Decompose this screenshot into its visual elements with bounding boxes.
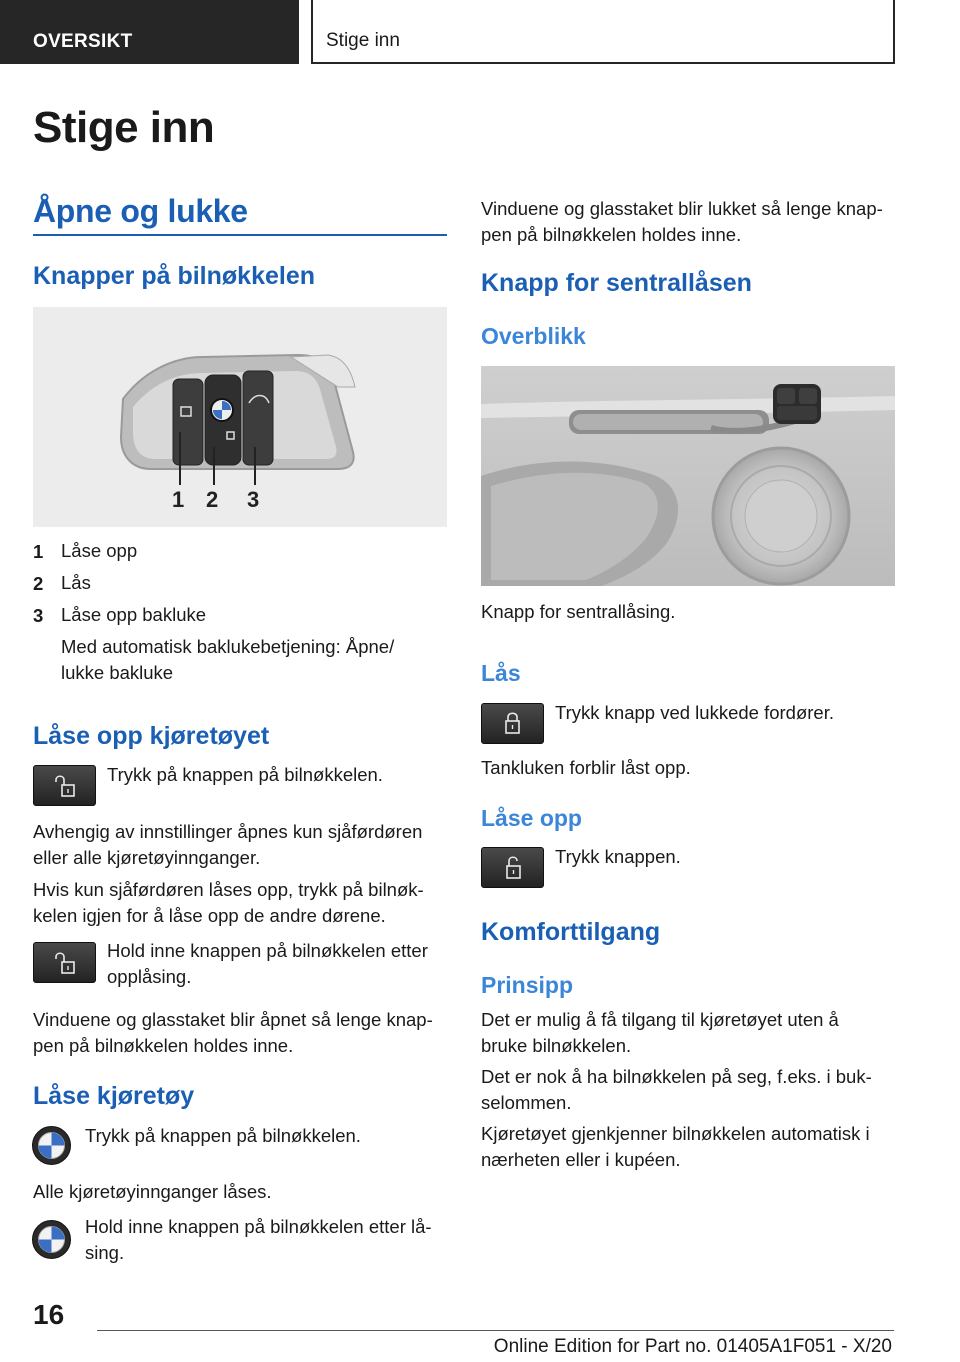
lock-text: Trykk knapp ved lukkede fordører. (555, 702, 834, 723)
legend-text-3: Låse opp bakluke (61, 604, 207, 625)
unlock-text: Trykk knappen. (555, 846, 681, 867)
comfort-access-heading: Komforttilgang (481, 918, 661, 946)
chapter-tab (311, 0, 895, 64)
legend-text-1: Låse opp (61, 540, 138, 561)
legend-note-line1: Med automatisk baklukebetjening: Åpne/ (61, 636, 395, 657)
section-label: OVERSIKT (33, 31, 133, 52)
callout-3: 3 (247, 487, 260, 512)
right-p1-line2: pen på bilnøkkelen holdes inne. (481, 224, 742, 245)
section-heading: Åpne og lukke (33, 193, 248, 229)
lock-press-text: Trykk på knappen på bilnøkkelen. (85, 1125, 361, 1146)
unlock-button-icon (33, 942, 96, 983)
unlock-vehicle-heading: Låse opp kjøretøyet (33, 722, 270, 750)
legend-note-line2: lukke bakluke (61, 662, 174, 683)
unlock-press-text: Trykk på knappen på bilnøkkelen. (107, 764, 383, 785)
bmw-logo-icon (31, 1125, 72, 1166)
unlock-p2-line2: kelen igjen for å låse opp de andre dørene. (33, 905, 386, 926)
lock-vehicle-heading: Låse kjøretøy (33, 1082, 195, 1110)
fuel-flap-text: Tankluken forblir låst opp. (481, 757, 691, 778)
edition-text: Online Edition for Part no. 01405A1F051 - X/20 (493, 1336, 892, 1357)
legend-text-2: Lås (61, 572, 91, 593)
page-title: Stige inn (33, 103, 215, 152)
principle-p1-line1: Det er mulig å få tilgang til kjøretøyet uten å (481, 1009, 839, 1030)
principle-p2-line2: selommen. (481, 1092, 572, 1113)
lock-p1-text: Alle kjøretøyinnganger låses. (33, 1181, 272, 1202)
central-lock-heading: Knapp for sentrallåsen (481, 269, 752, 297)
chapter-label: Stige inn (326, 30, 400, 51)
overview-heading: Overblikk (481, 323, 586, 349)
keys-heading: Knapper på bilnøkkelen (33, 262, 316, 290)
unlock-p1-line1: Avhengig av innstillinger åpnes kun sjåførdøren (33, 821, 423, 842)
door-panel-figure (481, 366, 895, 586)
unlock-subheading: Låse opp (481, 805, 582, 831)
legend-num-3: 3 (33, 605, 44, 626)
callout-1: 1 (172, 487, 185, 512)
lock-hold-line2: sing. (85, 1242, 125, 1263)
unlock-hold-line1: Hold inne knappen på bilnøkkelen etter (107, 940, 428, 961)
unlock-hold-line2: opplåsing. (107, 966, 192, 987)
heading-rule (33, 234, 447, 236)
unlock-p3-line2: pen på bilnøkkelen holdes inne. (33, 1035, 294, 1056)
section-tab (0, 0, 299, 64)
legend-num-2: 2 (33, 573, 44, 594)
lock-hold-line1: Hold inne knappen på bilnøkkelen etter lå- (85, 1216, 432, 1237)
unlock-p3-line1: Vinduene og glasstaket blir åpnet så lenge knap- (33, 1009, 433, 1030)
unlock-p1-line2: eller alle kjøretøyinnganger. (33, 847, 261, 868)
right-p1-line1: Vinduene og glasstaket blir lukket så lenge knap- (481, 198, 883, 219)
principle-p3-line2: nærheten eller i kupéen. (481, 1149, 681, 1170)
callout-2: 2 (206, 487, 219, 512)
key-fob-figure (33, 307, 447, 527)
legend-num-1: 1 (33, 541, 44, 562)
principle-p2-line1: Det er nok å ha bilnøkkelen på seg, f.eks. i buk- (481, 1066, 872, 1087)
principle-heading: Prinsipp (481, 972, 574, 998)
principle-p1-line2: bruke bilnøkkelen. (481, 1035, 632, 1056)
lock-subheading: Lås (481, 660, 521, 686)
unlock-p2-line1: Hvis kun sjåførdøren låses opp, trykk på bilnøk- (33, 879, 424, 900)
lock-button-icon (481, 703, 544, 744)
figure-caption: Knapp for sentrallåsing. (481, 601, 676, 622)
principle-p3-line1: Kjøretøyet gjenkjenner bilnøkkelen automatisk i (481, 1123, 870, 1144)
page-number: 16 (33, 1299, 65, 1330)
unlock-button-icon (33, 765, 96, 806)
footer-rule (97, 1330, 894, 1331)
bmw-logo-icon (31, 1219, 72, 1260)
unlock-button-icon (481, 847, 544, 888)
